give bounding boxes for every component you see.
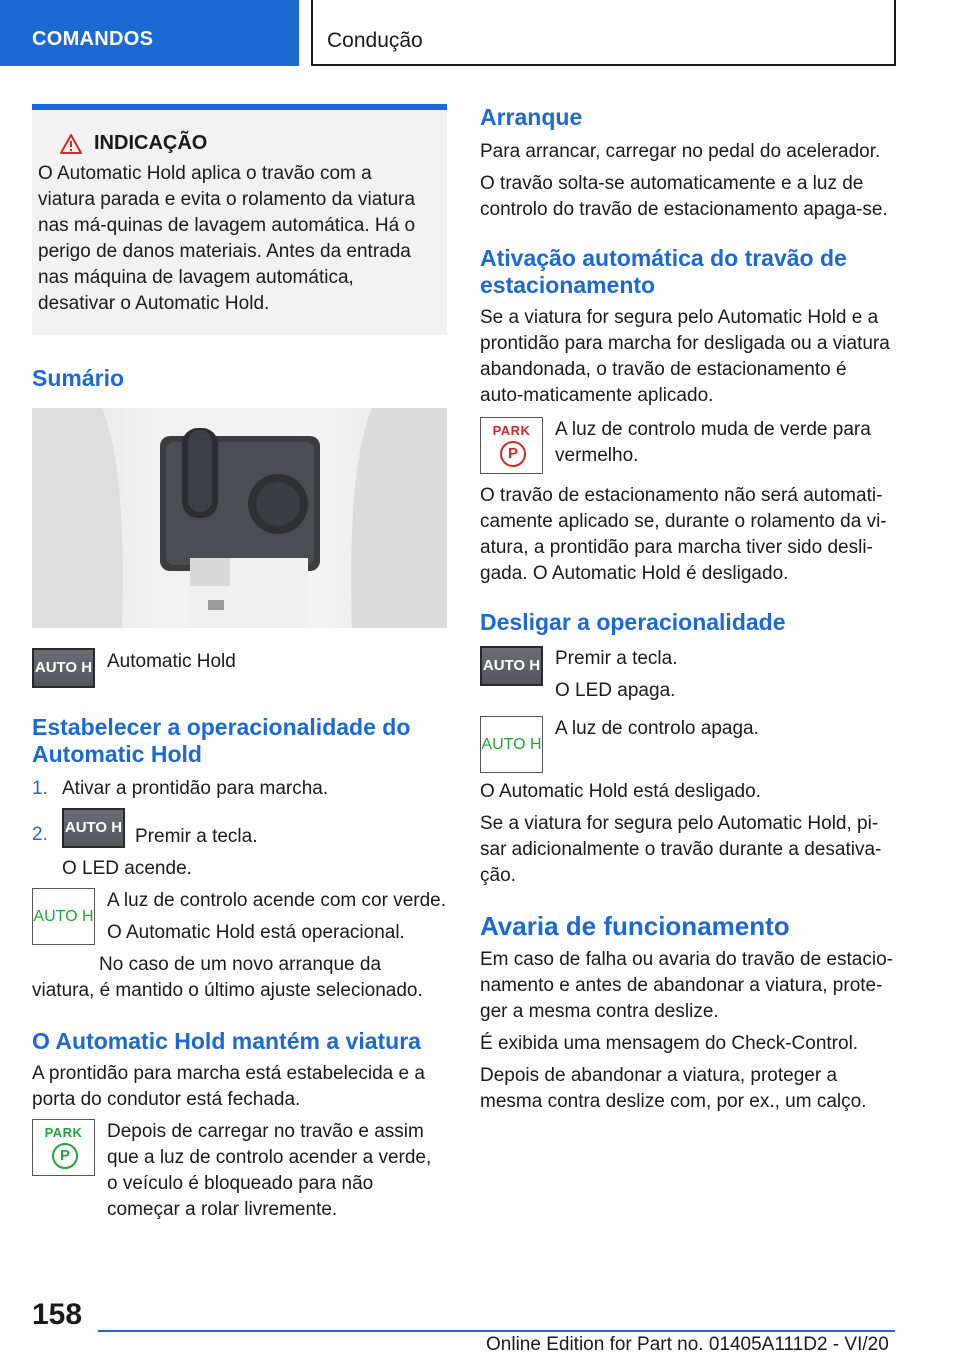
auto-h-button-icon: AUTO H xyxy=(32,648,95,688)
page-number: 158 xyxy=(32,1298,83,1331)
park-red-row xyxy=(480,417,895,475)
gear-console-illustration xyxy=(32,408,447,628)
park-label: PARK xyxy=(44,1125,83,1140)
switch-off-press-row xyxy=(480,646,895,710)
malfunction-heading: Avaria de funcionamento xyxy=(480,911,790,941)
holds-heading: O Automatic Hold mantém a viatura xyxy=(32,1028,421,1054)
check-control-text: É exibida uma mensagem do Check-Control. xyxy=(480,1033,859,1054)
park-symbol: P xyxy=(52,1143,78,1169)
malfunction-text: Em caso de falha ou avaria do travão de estacio-namento e antes de abandonar a viatura, prote-ger a mesma contra deslize. xyxy=(480,949,893,1022)
right-column xyxy=(480,104,895,1121)
start-text: Para arrancar, carregar no pedal do acelerador. xyxy=(480,141,881,162)
auto-hold-caption: Automatic Hold xyxy=(107,651,236,672)
notice-text: O Automatic Hold aplica o travão com a viatura parada e evita o rolamento da viatura nas má-quinas de lavagem automática. Há o perigo de danos materiais. Antes da entrada nas máquina de lavagem automática, desativar o Automatic Hold. xyxy=(38,163,416,314)
operational-text: O Automatic Hold está operacional. xyxy=(107,922,405,943)
list-item xyxy=(32,808,447,850)
auto-h-green-light-icon: AUTO H xyxy=(480,716,543,773)
summary-icon-row xyxy=(32,648,447,688)
list-number: 1. xyxy=(32,778,48,799)
light-off-row xyxy=(480,716,895,773)
switch-off-brake-text: Se a viatura for segura pelo Automatic Hold, pi-sar adicionalmente o travão durante a desativa-ção. xyxy=(480,813,882,886)
list-text: Ativar a prontidão para marcha. xyxy=(62,778,329,799)
no-auto-activation-text: O travão de estacionamento não será automati-camente aplicado se, durante o rolamento da vi-atura, a prontidão para marcha tiver sido desli-gada. O Automatic Hold é desligado. xyxy=(480,485,887,584)
light-green-text: A luz de controlo acende com cor verde. xyxy=(107,890,447,911)
auto-h-button-icon: AUTO H xyxy=(480,646,543,686)
park-label: PARK xyxy=(492,423,531,438)
press-key-text: Premir a tecla. xyxy=(555,648,678,669)
list-item xyxy=(32,776,447,802)
holds-text: A prontidão para marcha está estabelecida e a porta do condutor está fechada. xyxy=(32,1063,425,1110)
holds-detail-text: Depois de carregar no travão e assim que a luz de controlo acender a verde, o veículo é bloqueado para não começar a rolar livremente. xyxy=(107,1121,432,1220)
light-off-text: A luz de controlo apaga. xyxy=(555,718,759,739)
chapter-tab: Condução xyxy=(311,0,896,66)
parking-brake-green-icon xyxy=(32,1119,95,1176)
gear-console-photo xyxy=(32,408,447,628)
start-heading: Arranque xyxy=(480,104,583,130)
section-tab: COMANDOS xyxy=(0,0,299,66)
list-number: 2. xyxy=(32,824,48,845)
auto-h-green-light-icon: AUTO H xyxy=(32,888,95,945)
switch-off-heading: Desligar a operacionalidade xyxy=(480,609,786,635)
notice-title: INDICAÇÃO xyxy=(94,132,208,154)
auto-activation-text: Se a viatura for segura pelo Automatic Hold e a prontidão para marcha for desligada ou a viatura abandonada, o travão de estacionamento é auto-maticamente aplicado. xyxy=(480,307,890,406)
led-off-text: O LED apaga. xyxy=(555,680,676,701)
restart-text: No caso de um novo arranque da viatura, é mantido o último ajuste selecionado. xyxy=(32,954,423,1001)
switched-off-text: O Automatic Hold está desligado. xyxy=(480,781,761,802)
notice-box xyxy=(32,104,447,335)
park-symbol: P xyxy=(500,441,526,467)
led-on-text: O LED acende. xyxy=(62,858,192,879)
parking-brake-red-icon xyxy=(480,417,543,474)
notice-header xyxy=(38,132,433,155)
establish-heading: Estabelecer a operacionalidade do Automatic Hold xyxy=(32,714,411,767)
warning-icon xyxy=(60,134,82,154)
list-text: Premir a tecla. xyxy=(135,826,258,847)
park-green-row xyxy=(32,1119,447,1229)
auto-activation-heading: Ativação automática do travão de estacionamento xyxy=(480,245,847,298)
light-red-text: A luz de controlo muda de verde para vermelho. xyxy=(555,419,871,466)
summary-heading: Sumário xyxy=(32,365,125,391)
auto-h-button-icon: AUTO H xyxy=(62,808,125,848)
footer-divider xyxy=(98,1330,895,1332)
left-column xyxy=(32,104,447,1235)
edition-text: Online Edition for Part no. 01405A111D2 - VI/20 xyxy=(486,1334,889,1355)
secure-vehicle-text: Depois de abandonar a viatura, proteger a mesma contra deslize com, por ex., um calço. xyxy=(480,1065,867,1112)
start-release-text: O travão solta-se automaticamente e a luz de controlo do travão de estacionamento apaga-se. xyxy=(480,173,888,220)
green-light-row xyxy=(32,888,447,952)
